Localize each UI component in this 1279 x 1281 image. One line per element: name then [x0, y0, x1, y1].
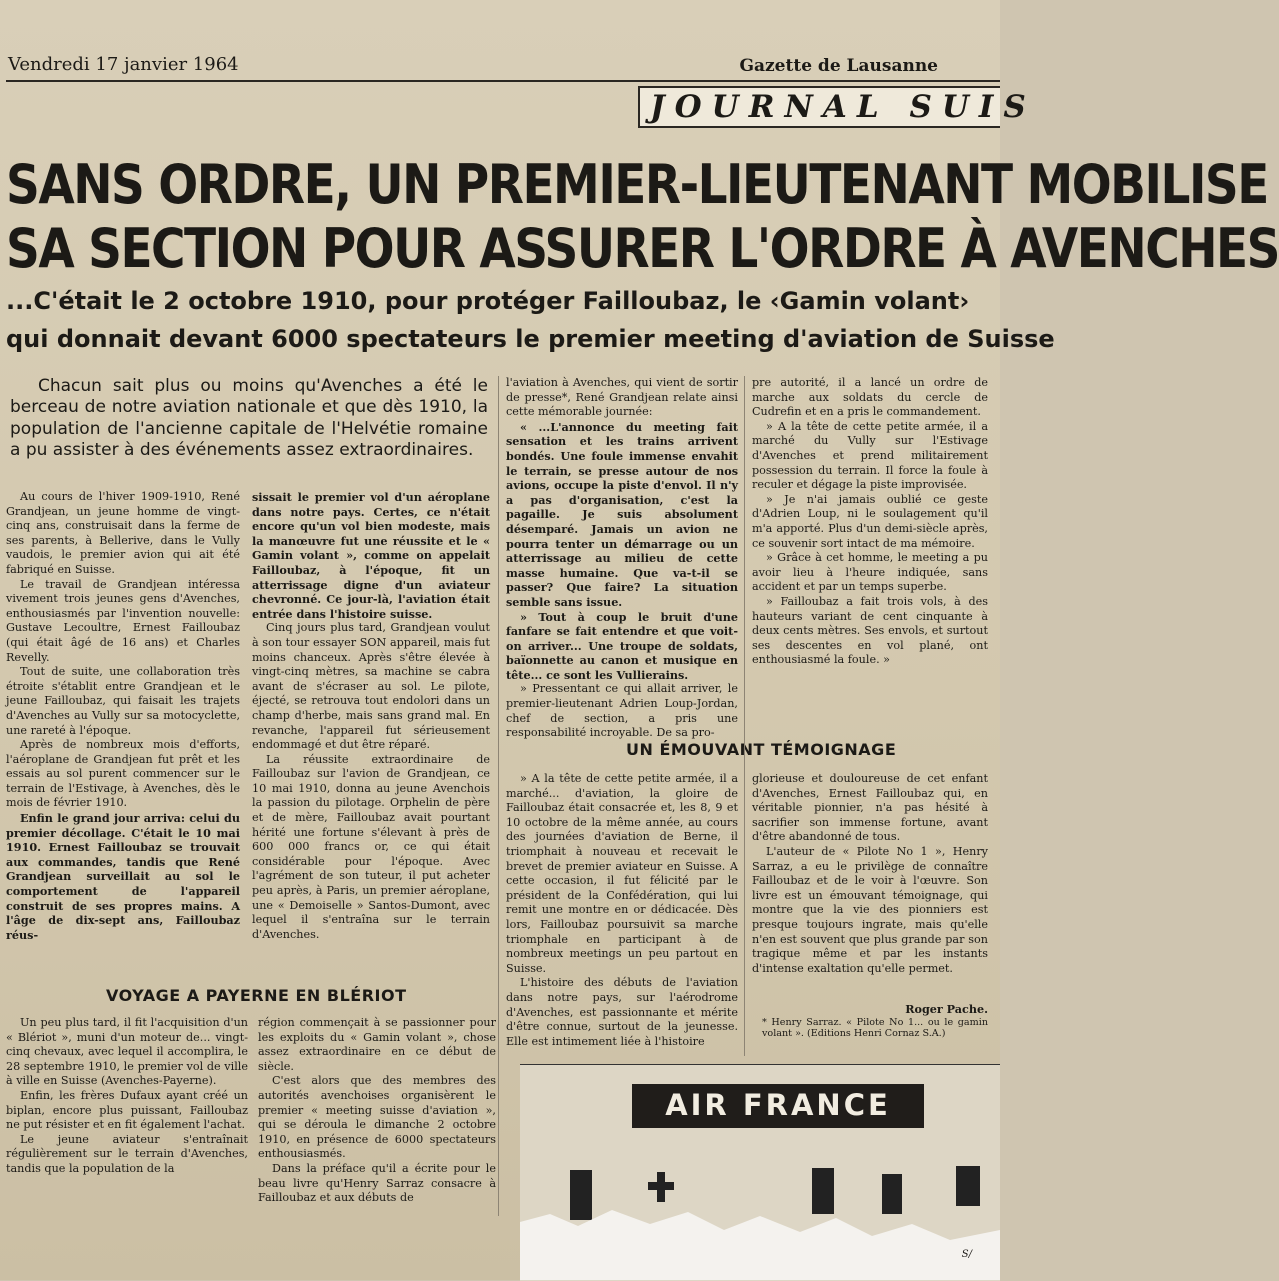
torn-edge: [520, 1140, 1000, 1280]
paragraph: Le jeune aviateur s'entraînait régulièrement sur le terrain d'Avenches, tandis que la population de la: [6, 1132, 248, 1175]
paragraph: » Tout à coup le bruit d'une fanfare se fait entendre et que voit-on arriver... Une troupe de soldats, baïonnette au canon et musique en tête... ce sont les Vullierains.: [506, 609, 738, 682]
headline-line-2: SA SECTION POUR ASSURER L'ORDRE À AVENCHES: [6, 217, 1279, 281]
header-rule: [6, 80, 1000, 82]
newspaper-name: Gazette de Lausanne: [739, 56, 938, 76]
paragraph: » A la tête de cette petite armée, il a marché du Vully sur l'Estivage d'Avenches et prend militairement possession du terrain. Il force la foule à reculer et dégage la piste improvisée.: [752, 419, 988, 492]
paragraph: » Grâce à cet homme, le meeting a pu avoir lieu à l'heure indiquée, sans accident et par un temps superbe.: [752, 551, 988, 594]
article-column-2b: [258, 1016, 496, 1206]
paragraph: sissait le premier vol d'un aéroplane dans notre pays. Certes, ce n'était encore qu'un vol bien modeste, mais la manœuvre fut une réussite et le « Gamin volant », comme on appelait Failloubaz, à l'époque, fit un atterrissage digne d'un aviateur chevronné. Ce jour-là, l'aviation était entrée dans l'histoire suisse.: [252, 490, 490, 621]
footnote: * Henry Sarraz. « Pilote No 1... ou le gamin volant ». (Editions Henri Cornaz S.A.): [762, 1016, 988, 1039]
page-mark: S/: [961, 1249, 972, 1260]
article-column-2: [252, 490, 490, 942]
issue-date: Vendredi 17 janvier 1964: [8, 54, 239, 75]
paragraph: » Pressentant ce qui allait arriver, le premier-lieutenant Adrien Loup-Jordan, chef de section, a pris une responsabilité incroyable. De sa pro-: [506, 682, 738, 740]
article-column-1b: [6, 1016, 248, 1177]
paragraph: Après de nombreux mois d'efforts, l'aéroplane de Grandjean fut prêt et les essais au sol purent commencer sur le terrain de l'Estivage, à Avenches, dès le mois de février 1910.: [6, 738, 240, 810]
column-divider: [744, 376, 745, 1056]
section-banner: [638, 86, 1036, 128]
paragraph: Au cours de l'hiver 1909-1910, René Grandjean, un jeune homme de vingt-cinq ans, construisait dans la ferme de ses parents, à Bellerive, dans le Vully vaudois, le premier avion qui ait été fabriqué en Suisse.: [6, 490, 240, 576]
paragraph: C'est alors que des membres des autorités avenchoises organisèrent le premier « meeting suisse d'aviation », qui se déroula le dimanche 2 octobre 1910, en présence de 6000 spectateurs enthousiasmés.: [258, 1074, 496, 1161]
article-column-1: [6, 490, 240, 942]
paragraph: l'aviation à Avenches, qui vient de sortir de presse*, René Grandjean relate ainsi cette mémorable journée:: [506, 376, 738, 419]
paragraph: » Failloubaz a fait trois vols, à des hauteurs variant de cent cinquante à deux cents mètres. Ses envols, et surtout ses descentes en vol plané, ont enthousiasmé la foule. »: [752, 594, 988, 667]
paragraph: Enfin le grand jour arriva: celui du premier décollage. C'était le 10 mai 1910. Ernest Failloubaz se trouvait aux commandes, tandis que René Grandjean surveillait au sol le comportement de l'appareil construit de ses propres mains. A l'âge de dix-sept ans, Failloubaz réus-: [6, 811, 240, 942]
subhead-temoignage: UN ÉMOUVANT TÉMOIGNAGE: [626, 740, 897, 759]
deck-line-1: ...C'était le 2 octobre 1910, pour protéger Failloubaz, le ‹Gamin volant›: [6, 287, 970, 315]
section-title: JOURNAL SUIS: [650, 89, 1036, 125]
paragraph: Enfin, les frères Dufaux ayant créé un biplan, encore plus puissant, Failloubaz ne put résister et en fit également l'achat.: [6, 1088, 248, 1132]
paragraph: » A la tête de cette petite armée, il a marché... d'aviation, la gloire de Failloubaz était consacrée et, les 8, 9 et 10 octobre de la même année, au cours des journées d'aviation de Berne, il triomphait à nouveau et recevait le brevet de premier aviateur en Suisse. A cette occasion, il fut félicité par le président de la Confédération, qui lui remit une montre en or dédicacée. Dès lors, Failloubaz poursuivit sa marche triomphale en participant à de nombreux meetings un peu partout en Suisse.: [506, 772, 738, 975]
article-column-3b: [506, 772, 738, 1049]
deck-line-2: qui donnait devant 6000 spectateurs le premier meeting d'aviation de Suisse: [6, 325, 1055, 353]
signature-block: [752, 998, 988, 1039]
article-column-4b: [752, 772, 988, 976]
paragraph: Dans la préface qu'il a écrite pour le beau livre qu'Henry Sarraz consacre à Failloubaz et aux débuts de: [258, 1161, 496, 1205]
paragraph: La réussite extraordinaire de Failloubaz sur l'avion de Grandjean, ce 10 mai 1910, donna au jeune Avenchois la passion du pilotage. Orphelin de père et de mère, Failloubaz avait pourtant hérité une fortune s'élevant à près de 600 000 francs or, ce qui était considérable pour l'époque. Avec l'agrément de son tuteur, il put acheter peu après, à Paris, un premier aéroplane, une « Demoiselle » Santos-Dumont, avec lequel il s'entraîna sur le terrain d'Avenches.: [252, 752, 490, 941]
paragraph: « ...L'annonce du meeting fait sensation et les trains arrivent bondés. Une foule immense envahit le terrain, se presse autour de nos avions, occupe la piste d'envol. Il n'y a pas d'organisation, c'est la pagaille. Je suis absolument désemparé. Jamais un avion ne pourra tenter un démarrage ou un atterrissage au milieu de cette masse humaine. Que va-t-il se passer? Que faire? La situation semble sans issue.: [506, 419, 738, 609]
headline-line-1: SANS ORDRE, UN PREMIER-LIEUTENANT MOBILISE: [6, 153, 1268, 217]
paragraph: L'histoire des débuts de l'aviation dans notre pays, sur l'aérodrome d'Avenches, est passionnante et mérite d'être connue, surtout de la jeunesse. Elle est intimement liée à l'histoire: [506, 976, 738, 1048]
paragraph: Cinq jours plus tard, Grandjean voulut à son tour essayer SON appareil, mais fut moins chanceux. Après s'être élevée à vingt-cinq mètres, sa machine se cabra avant de s'écraser au sol. Le pilote, éjecté, se retrouva tout endolori dans un champ d'herbe, mais sans grand mal. En revanche, l'appareil fut sérieusement endommagé et dut être réparé.: [252, 621, 490, 752]
paragraph: glorieuse et douloureuse de cet enfant d'Avenches, Ernest Failloubaz qui, en véritable pionnier, n'a pas hésité à sacrifier son immense fortune, avant d'être abandonné de tous.: [752, 772, 988, 844]
article-column-4: [752, 376, 988, 668]
paragraph: région commençait à se passionner pour les exploits du « Gamin volant », chose assez extraordinaire en ce début de siècle.: [258, 1016, 496, 1073]
article-column-3: [506, 376, 738, 741]
air-france-logo: [632, 1084, 924, 1128]
paragraph: Un peu plus tard, il fit l'acquisition d'un « Blériot », muni d'un moteur de... vingt-cinq chevaux, avec lequel il accomplira, le 28 septembre 1910, le premier vol de ville à ville en Suisse (Avenches-Payerne).: [6, 1016, 248, 1088]
paragraph: Tout de suite, une collaboration très étroite s'établit entre Grandjean et le jeune Failloubaz, qui faisait les trajets d'Avenches au Vully sur sa motocyclette, une rareté à l'époque.: [6, 665, 240, 737]
column-divider: [498, 376, 499, 1216]
author-signature: Roger Pache.: [905, 1002, 988, 1016]
paragraph: L'auteur de « Pilote No 1 », Henry Sarraz, a eu le privilège de connaître Failloubaz et de le voir à l'œuvre. Son livre est un émouvant témoignage, qui montre que la vie des pionniers est presque toujours ingrate, mais qu'elle n'en est souvent que plus grande par son tragique même et par les instants d'intense exaltation qu'elle permet.: [752, 844, 988, 975]
lede-paragraph: Chacun sait plus ou moins qu'Avenches a été le berceau de notre aviation nationale et que dès 1910, la population de l'ancienne capitale de l'Helvétie romaine a pu assister à des événements assez extraordinaires.: [10, 376, 488, 461]
ad-brand: AIR FRANCE: [665, 1088, 891, 1122]
paragraph: » Je n'ai jamais oublié ce geste d'Adrien Loup, ni le soulagement qu'il m'a apporté. Plus d'un demi-siècle après, ce souvenir sort intact de ma mémoire.: [752, 492, 988, 550]
paragraph: pre autorité, il a lancé un ordre de marche aux soldats du cercle de Cudrefin et en a pris le commandement.: [752, 376, 988, 419]
subhead-payerne: VOYAGE A PAYERNE EN BLÉRIOT: [106, 986, 407, 1005]
paragraph: Le travail de Grandjean intéressa vivement trois jeunes gens d'Avenches, enthousiasmés par l'invention nouvelle: Gustave Lecoultre, Ernest Failloubaz (qui était âgé de 16 ans) et Charles Revelly.: [6, 577, 240, 664]
